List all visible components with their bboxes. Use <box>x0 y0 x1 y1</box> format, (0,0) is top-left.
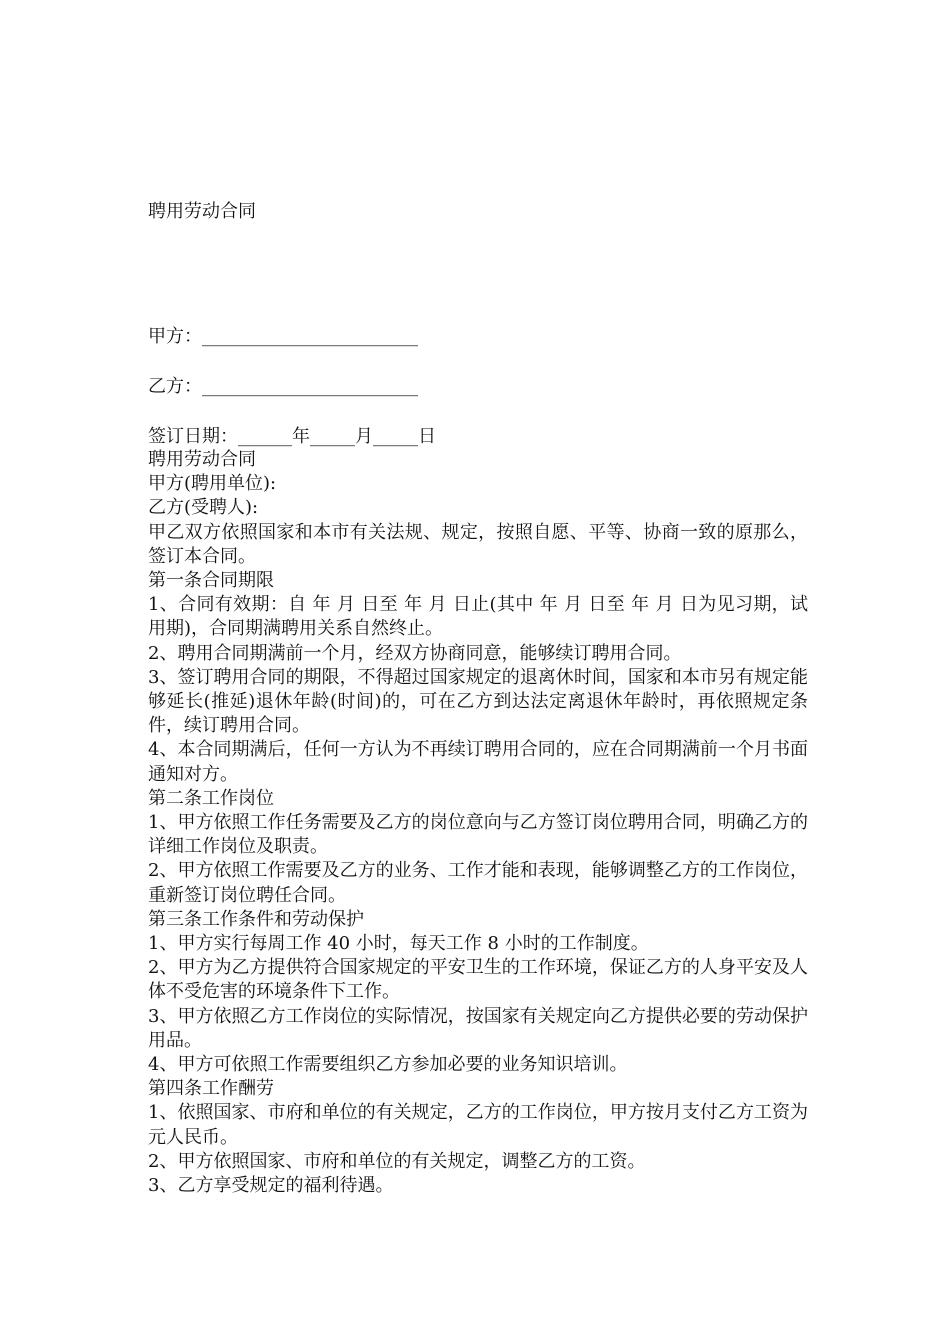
article-3-clause-2: 2、甲方为乙方提供符合国家规定的平安卫生的工作环境，保证乙方的人身平安及人体不受危害的环境条件下工作。 <box>148 957 808 1003</box>
party-a-line: 甲方：________________________ <box>148 326 418 347</box>
preamble-paragraph: 甲乙双方依照国家和本市有关法规、规定，按照自愿、平等、协商一致的原那么，签订本合同。 <box>148 521 808 567</box>
article-4-clause-3: 3、乙方享受规定的福利待遇。 <box>148 1175 394 1197</box>
article-2-clause-2: 2、甲方依照工作需要及乙方的业务、工作才能和表现，能够调整乙方的工作岗位，重新签订岗位聘任合同。 <box>148 860 808 906</box>
article-4-heading: 第四条工作酬劳 <box>148 1078 274 1100</box>
article-1-clause-2: 2、聘用合同期满前一个月，经双方协商同意，能够续订聘用合同。 <box>148 642 682 664</box>
article-3-clause-3: 3、甲方依照乙方工作岗位的实际情况，按国家有关规定向乙方提供必要的劳动保护用品。 <box>148 1005 808 1051</box>
article-2-heading: 第二条工作岗位 <box>148 787 274 809</box>
article-3-clause-4: 4、甲方可依照工作需要组织乙方参加必要的业务知识培训。 <box>148 1054 628 1076</box>
article-1-clause-3: 3、签订聘用合同的期限，不得超过国家规定的退离休时间，国家和本市另有规定能够延长(推延)退休年龄(时间)的，可在乙方到达法定离退休年龄时，再依照规定条件，续订聘用合同。 <box>148 666 808 737</box>
article-3-heading: 第三条工作条件和劳动保护 <box>148 908 364 930</box>
sign-date-line: 签订日期：______年_____月_____日 <box>148 426 436 447</box>
article-1-heading: 第一条合同期限 <box>148 570 274 592</box>
party-a-label: 甲方(聘用单位): <box>148 473 277 495</box>
article-1-clause-4: 4、本合同期满后，任何一方认为不再续订聘用合同的，应在合同期满前一个月书面通知对方。 <box>148 739 808 785</box>
article-4-clause-1: 1、依照国家、市府和单位的有关规定，乙方的工作岗位，甲方按月支付乙方工资为 元人民币。 <box>148 1102 808 1148</box>
article-2-clause-1: 1、甲方依照工作任务需要及乙方的岗位意向与乙方签订岗位聘用合同，明确乙方的详细工作岗位及职责。 <box>148 812 808 858</box>
body-heading: 聘用劳动合同 <box>148 449 256 470</box>
party-b-line: 乙方：________________________ <box>148 376 418 397</box>
contract-body <box>148 448 808 1198</box>
article-4-clause-2: 2、甲方依照国家、市府和单位的有关规定，调整乙方的工资。 <box>148 1150 646 1172</box>
article-1-clause-1: 1、合同有效期：自 年 月 日至 年 月 日止(其中 年 月 日至 年 月 日为见习期，试用期)，合同期满聘用关系自然终止。 <box>148 594 808 640</box>
cover-title: 聘用劳动合同 <box>148 201 256 222</box>
party-b-label: 乙方(受聘人): <box>148 497 259 519</box>
article-3-clause-1: 1、甲方实行每周工作 40 小时，每天工作 8 小时的工作制度。 <box>148 933 649 955</box>
